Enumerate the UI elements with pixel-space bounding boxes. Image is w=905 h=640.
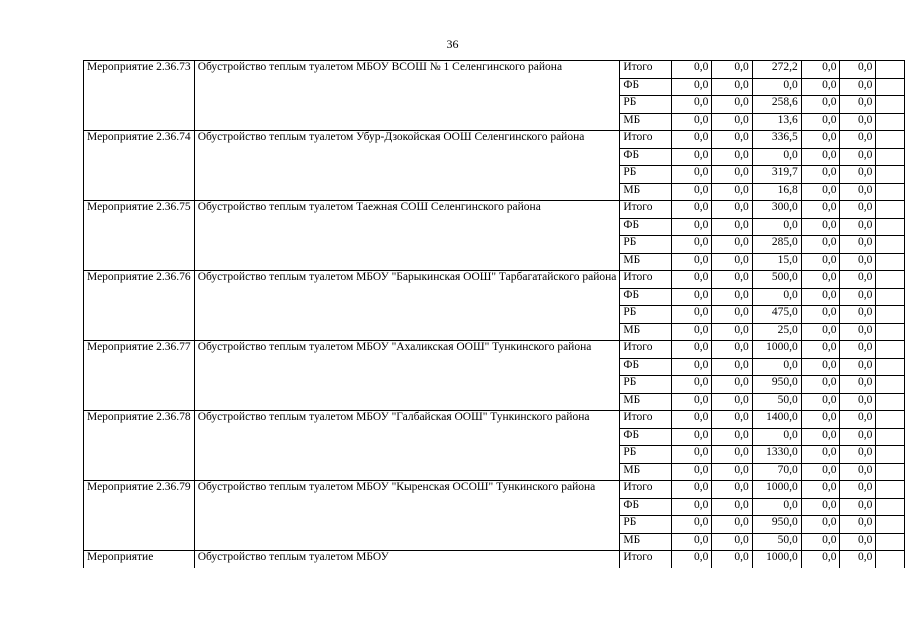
table-row [84,61,905,79]
amount-cell: 0,0 [801,131,840,149]
amount-cell: 0,0 [801,253,840,271]
amount-cell: 0,0 [712,376,752,394]
amount-cell: 0,0 [672,236,712,254]
amount-cell: 0,0 [712,551,752,568]
event-label: Мероприятие 2.36.79 [84,481,195,551]
amount-cell: 0,0 [801,236,840,254]
amount-cell: 1000,0 [752,551,801,568]
funding-source: ФБ [620,288,672,306]
amount-cell: 0,0 [672,323,712,341]
amount-cell: 0,0 [840,96,876,114]
funding-source: РБ [620,446,672,464]
amount-cell: 0,0 [672,481,712,499]
table-row [84,131,905,149]
amount-cell: 0,0 [840,446,876,464]
amount-cell: 0,0 [840,551,876,568]
amount-cell: 300,0 [752,201,801,219]
funding-source: МБ [620,113,672,131]
amount-cell: 0,0 [840,358,876,376]
amount-cell: 500,0 [752,271,801,289]
amount-cell: 0,0 [752,78,801,96]
amount-cell: 0,0 [712,428,752,446]
funding-source: Итого [620,271,672,289]
event-description: Обустройство теплым туалетом МБОУ ВСОШ № 1 Селенгинского района [194,61,620,131]
amount-cell [876,96,905,114]
amount-cell: 0,0 [672,148,712,166]
amount-cell: 0,0 [672,446,712,464]
amount-cell: 258,6 [752,96,801,114]
amount-cell: 0,0 [801,183,840,201]
amount-cell: 0,0 [672,341,712,359]
funding-source: Итого [620,551,672,568]
event-label: Мероприятие [84,551,195,568]
amount-cell: 0,0 [712,393,752,411]
amount-cell: 0,0 [712,446,752,464]
amount-cell: 0,0 [840,183,876,201]
amount-cell: 0,0 [801,341,840,359]
event-label: Мероприятие 2.36.77 [84,341,195,411]
amount-cell: 0,0 [672,463,712,481]
amount-cell [876,463,905,481]
amount-cell: 0,0 [672,393,712,411]
amount-cell: 0,0 [712,96,752,114]
amount-cell: 285,0 [752,236,801,254]
amount-cell: 0,0 [712,271,752,289]
amount-cell: 0,0 [840,306,876,324]
funding-source: ФБ [620,148,672,166]
funding-source: ФБ [620,498,672,516]
amount-cell: 0,0 [801,481,840,499]
funding-source: Итого [620,481,672,499]
funding-source: ФБ [620,218,672,236]
amount-cell [876,516,905,534]
amount-cell: 0,0 [840,323,876,341]
amount-cell: 0,0 [712,498,752,516]
amount-cell [876,218,905,236]
amount-cell: 0,0 [672,288,712,306]
amount-cell [876,551,905,568]
amount-cell: 0,0 [840,113,876,131]
amount-cell: 50,0 [752,533,801,551]
amount-cell: 0,0 [801,96,840,114]
amount-cell: 0,0 [801,533,840,551]
event-description: Обустройство теплым туалетом МБОУ "Галбайская ООШ" Тункинского района [194,411,620,481]
amount-cell [876,253,905,271]
amount-cell: 0,0 [840,463,876,481]
amount-cell: 336,5 [752,131,801,149]
amount-cell: 0,0 [840,201,876,219]
funding-source: МБ [620,533,672,551]
table-row [84,411,905,429]
amount-cell: 0,0 [752,498,801,516]
amount-cell: 0,0 [801,551,840,568]
event-label: Мероприятие 2.36.76 [84,271,195,341]
amount-cell: 0,0 [712,516,752,534]
amount-cell: 0,0 [840,78,876,96]
amount-cell: 0,0 [801,323,840,341]
amount-cell [876,131,905,149]
amount-cell: 0,0 [801,376,840,394]
amount-cell: 0,0 [712,411,752,429]
amount-cell: 0,0 [712,148,752,166]
amount-cell [876,481,905,499]
amount-cell: 319,7 [752,166,801,184]
amount-cell: 0,0 [840,218,876,236]
amount-cell [876,376,905,394]
amount-cell: 0,0 [712,341,752,359]
amount-cell: 0,0 [672,201,712,219]
amount-cell: 0,0 [712,481,752,499]
amount-cell: 0,0 [840,288,876,306]
amount-cell: 0,0 [712,131,752,149]
budget-table [83,60,905,568]
event-description: Обустройство теплым туалетом МБОУ "Барыкинская ООШ" Тарбагатайского района [194,271,620,341]
amount-cell: 0,0 [672,358,712,376]
amount-cell [876,306,905,324]
amount-cell [876,341,905,359]
funding-source: РБ [620,166,672,184]
amount-cell: 0,0 [801,166,840,184]
funding-source: МБ [620,253,672,271]
amount-cell: 0,0 [840,131,876,149]
amount-cell: 0,0 [801,306,840,324]
amount-cell [876,533,905,551]
amount-cell: 0,0 [712,236,752,254]
amount-cell [876,148,905,166]
amount-cell: 0,0 [672,498,712,516]
amount-cell: 0,0 [801,78,840,96]
amount-cell: 0,0 [672,96,712,114]
amount-cell: 0,0 [840,376,876,394]
event-label: Мероприятие 2.36.75 [84,201,195,271]
amount-cell [876,358,905,376]
event-description: Обустройство теплым туалетом Таежная СОШ Селенгинского района [194,201,620,271]
amount-cell: 1000,0 [752,341,801,359]
amount-cell: 0,0 [672,218,712,236]
table-row [84,481,905,499]
funding-source: МБ [620,323,672,341]
amount-cell: 0,0 [672,516,712,534]
amount-cell: 0,0 [801,428,840,446]
funding-source: ФБ [620,428,672,446]
amount-cell: 0,0 [801,288,840,306]
amount-cell: 0,0 [840,253,876,271]
amount-cell: 0,0 [712,113,752,131]
amount-cell [876,183,905,201]
amount-cell: 15,0 [752,253,801,271]
amount-cell: 0,0 [840,271,876,289]
funding-source: МБ [620,183,672,201]
table-row [84,271,905,289]
amount-cell [876,78,905,96]
amount-cell: 0,0 [712,533,752,551]
budget-table-body [84,61,905,568]
amount-cell: 0,0 [672,61,712,79]
amount-cell [876,323,905,341]
amount-cell: 272,2 [752,61,801,79]
funding-source: ФБ [620,78,672,96]
amount-cell: 0,0 [672,428,712,446]
amount-cell: 13,6 [752,113,801,131]
amount-cell [876,498,905,516]
amount-cell [876,288,905,306]
amount-cell: 0,0 [712,201,752,219]
funding-source: РБ [620,236,672,254]
event-description: Обустройство теплым туалетом МБОУ "Ахаликская ООШ" Тункинского района [194,341,620,411]
amount-cell [876,271,905,289]
amount-cell: 475,0 [752,306,801,324]
amount-cell [876,428,905,446]
funding-source: ФБ [620,358,672,376]
amount-cell: 0,0 [672,411,712,429]
amount-cell [876,393,905,411]
amount-cell [876,201,905,219]
table-row [84,341,905,359]
amount-cell: 0,0 [672,166,712,184]
amount-cell: 0,0 [672,271,712,289]
amount-cell [876,411,905,429]
amount-cell: 0,0 [752,218,801,236]
amount-cell: 0,0 [801,61,840,79]
amount-cell: 0,0 [840,481,876,499]
funding-source: РБ [620,376,672,394]
amount-cell: 0,0 [840,411,876,429]
amount-cell: 0,0 [752,148,801,166]
amount-cell: 0,0 [672,183,712,201]
amount-cell: 0,0 [712,253,752,271]
funding-source: РБ [620,96,672,114]
table-row [84,551,905,568]
amount-cell: 0,0 [801,393,840,411]
amount-cell: 0,0 [752,358,801,376]
funding-source: РБ [620,516,672,534]
amount-cell: 0,0 [712,61,752,79]
amount-cell: 0,0 [801,113,840,131]
amount-cell: 1400,0 [752,411,801,429]
table-row [84,201,905,219]
amount-cell: 0,0 [752,428,801,446]
funding-source: МБ [620,463,672,481]
amount-cell: 950,0 [752,376,801,394]
funding-source: РБ [620,306,672,324]
amount-cell: 0,0 [840,516,876,534]
amount-cell: 0,0 [801,148,840,166]
amount-cell: 0,0 [712,306,752,324]
amount-cell: 0,0 [840,166,876,184]
amount-cell: 0,0 [801,218,840,236]
event-label: Мероприятие 2.36.73 [84,61,195,131]
amount-cell: 950,0 [752,516,801,534]
amount-cell: 0,0 [840,341,876,359]
amount-cell: 0,0 [672,551,712,568]
amount-cell [876,113,905,131]
event-description: Обустройство теплым туалетом МБОУ [194,551,620,568]
amount-cell: 0,0 [672,113,712,131]
amount-cell: 0,0 [801,201,840,219]
amount-cell: 0,0 [840,148,876,166]
page-number: 36 [446,37,459,51]
event-label: Мероприятие 2.36.74 [84,131,195,201]
amount-cell: 0,0 [712,323,752,341]
amount-cell: 0,0 [801,516,840,534]
funding-source: Итого [620,341,672,359]
funding-source: Итого [620,201,672,219]
amount-cell: 0,0 [672,78,712,96]
funding-source: МБ [620,393,672,411]
amount-cell: 16,8 [752,183,801,201]
amount-cell: 0,0 [712,166,752,184]
amount-cell: 1330,0 [752,446,801,464]
event-description: Обустройство теплым туалетом Убур-Дзокойская ООШ Селенгинского района [194,131,620,201]
amount-cell: 0,0 [840,61,876,79]
amount-cell: 0,0 [712,78,752,96]
amount-cell: 0,0 [840,533,876,551]
amount-cell: 0,0 [801,271,840,289]
amount-cell: 0,0 [712,218,752,236]
funding-source: Итого [620,131,672,149]
amount-cell: 0,0 [712,288,752,306]
amount-cell: 0,0 [672,253,712,271]
amount-cell: 0,0 [801,463,840,481]
amount-cell: 0,0 [712,463,752,481]
amount-cell: 1000,0 [752,481,801,499]
amount-cell: 0,0 [672,306,712,324]
funding-source: Итого [620,411,672,429]
event-description: Обустройство теплым туалетом МБОУ "Кыренская ОСОШ" Тункинского района [194,481,620,551]
amount-cell: 0,0 [801,498,840,516]
amount-cell: 0,0 [840,236,876,254]
amount-cell: 0,0 [801,411,840,429]
event-label: Мероприятие 2.36.78 [84,411,195,481]
amount-cell [876,236,905,254]
amount-cell: 0,0 [712,358,752,376]
amount-cell: 50,0 [752,393,801,411]
amount-cell: 0,0 [840,393,876,411]
amount-cell: 25,0 [752,323,801,341]
amount-cell: 0,0 [672,376,712,394]
funding-source: Итого [620,61,672,79]
amount-cell: 0,0 [801,446,840,464]
amount-cell: 0,0 [801,358,840,376]
amount-cell: 70,0 [752,463,801,481]
amount-cell: 0,0 [752,288,801,306]
amount-cell: 0,0 [672,131,712,149]
amount-cell [876,166,905,184]
amount-cell [876,61,905,79]
amount-cell [876,446,905,464]
amount-cell: 0,0 [672,533,712,551]
amount-cell: 0,0 [712,183,752,201]
amount-cell: 0,0 [840,428,876,446]
amount-cell: 0,0 [840,498,876,516]
